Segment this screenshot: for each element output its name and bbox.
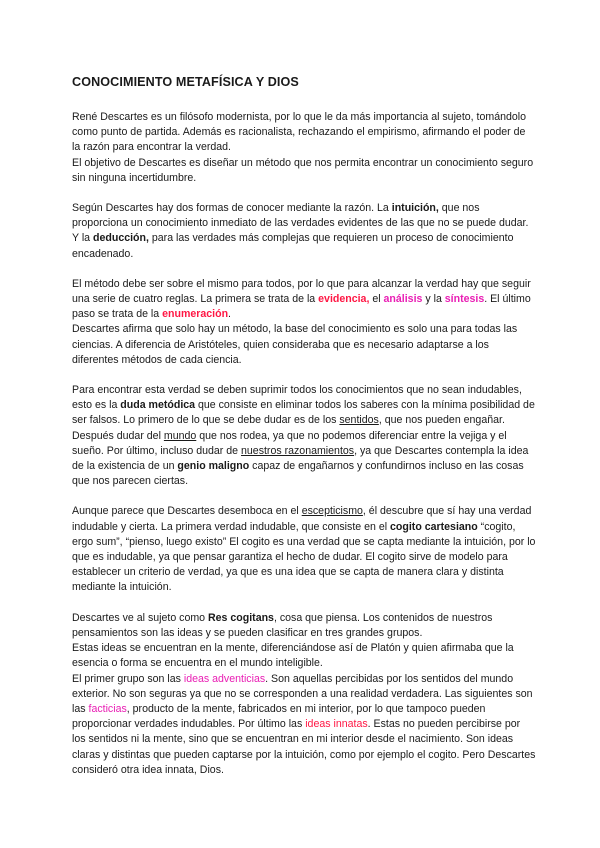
term-sintesis: síntesis	[444, 293, 485, 306]
term-intuicion: intuición,	[391, 202, 439, 215]
paragraph-methodic-doubt: Para encontrar esta verdad se deben suprimir todos los conocimientos que no sean indudables, esto es la duda metódica que consiste en eliminar todos los saberes con la mínima posibilidad de ser falsos. Lo primero de lo que se debe dudar es de los sentidos, que nos pueden engañar. Después dudar del mundo que nos rodea, ya que no podemos diferenciar entre la vejiga y el sueño. Por último, incluso dudar de nuestros razonamientos, ya que Descartes contempla la idea de la existencia de un genio maligno capaz de engañarnos y confundirnos incluso en las cosas que nos parecen ciertas.	[72, 384, 535, 488]
term-deduccion: deducción,	[93, 232, 149, 245]
term-duda-metodica: duda metódica	[120, 399, 196, 412]
paragraph-knowledge-forms: Según Descartes hay dos formas de conocer mediante la razón. La intuición, que nos proporciona un conocimiento inmediato de las verdades evidentes de las que no se puede dudar. Y la deducción, para las verdades más complejas que requieren un proceso de conocimiento encadenado.	[72, 202, 529, 260]
paragraph-single-method: Descartes afirma que solo hay un método, la base del conocimiento es solo una para todas las ciencias. A diferencia de Aristóteles, quien consideraba que es necesario adaptarse a los diferentes métodos de cada ciencia.	[72, 323, 518, 366]
term-analisis: análisis	[383, 293, 423, 306]
term-evidencia: evidencia,	[318, 293, 370, 306]
term-sentidos: sentidos	[339, 414, 379, 427]
term-cogito-cartesiano: cogito cartesiano	[390, 520, 478, 533]
term-ideas-adventicias: ideas adventicias	[183, 672, 266, 685]
term-ideas-innatas: ideas innatas	[305, 718, 368, 731]
term-enumeracion: enumeración	[162, 308, 229, 321]
term-res-cogitans: Res cogitans	[208, 611, 274, 624]
document-body	[72, 74, 536, 778]
paragraph-intro: René Descartes es un filósofo modernista, por lo que le da más importancia al sujeto, tomándolo como punto de partida. Además es racionalista, rechazando el empirismo, afirmando el poder de la razón para encontrar la verdad.	[72, 111, 527, 154]
paragraph-gap	[72, 262, 536, 277]
paragraph-idea-groups: El primer grupo son las ideas adventicias. Son aquellas percibidas por los sentidos del mundo exterior. No son seguras ya que no se corresponden a una realidad verdadera. Las siguientes son las facticias, producto de la mente, fabricados en mi interior, por lo que tampoco pueden proporcionar verdades indudables. Por último las ideas innatas. Estas no pueden percibirse por los sentidos ni la mente, sino que se encuentran en mi interior desde el nacimiento. Son ideas claras y distintas que pueden captarse por la intuición, como por ejemplo el cogito. Pero Descartes consideró otra idea innata, Dios.	[72, 672, 536, 776]
term-escepticismo: escepticismo	[301, 505, 363, 518]
term-genio-maligno: genio maligno	[177, 460, 250, 473]
page-title: CONOCIMIENTO METAFÍSICA Y DIOS	[72, 75, 299, 89]
paragraph-gap	[72, 368, 536, 383]
paragraph-gap	[72, 489, 536, 504]
paragraph-res-cogitans: Descartes ve al sujeto como Res cogitans, cosa que piensa. Los contenidos de nuestros pensamientos son las ideas y se pueden clasificar en tres grandes grupos.	[72, 611, 493, 639]
term-facticias: facticias	[88, 702, 127, 715]
paragraph-gap	[72, 186, 536, 201]
term-mundo: mundo	[163, 429, 197, 442]
paragraph-cogito: Aunque parece que Descartes desemboca en el escepticismo, él descubre que sí hay una verdad indudable y cierta. La primera verdad indudable, que consiste en el cogito cartesiano “cogito, ergo sum”, “pienso, luego existo” El cogito es una verdad que se capta mediante la intuición, por lo que es indudable, ya que pensar garantiza el hecho de dudar. El cogito sirve de modelo para establecer un criterio de verdad, ya que es una idea que se capta de manera clara y distinta mediante la intuición.	[72, 505, 536, 594]
paragraph-ideas-mind: Estas ideas se encuentran en la mente, diferenciándose así de Platón y quien afirmaba que la esencia o forma se encuentra en el mundo inteligible.	[72, 642, 514, 670]
paragraph-objective: El objetivo de Descartes es diseñar un método que nos permita encontrar un conocimiento seguro sin ninguna incertidumbre.	[72, 156, 534, 184]
term-razonamientos: nuestros razonamientos	[241, 444, 355, 457]
paragraph-gap	[72, 596, 536, 611]
paragraph-method-rules: El método debe ser sobre el mismo para todos, por lo que para alcanzar la verdad hay que seguir una serie de cuatro reglas. La primera se trata de la evidencia, el análisis y la síntesis. El último paso se trata de la enumeración.	[72, 277, 531, 321]
